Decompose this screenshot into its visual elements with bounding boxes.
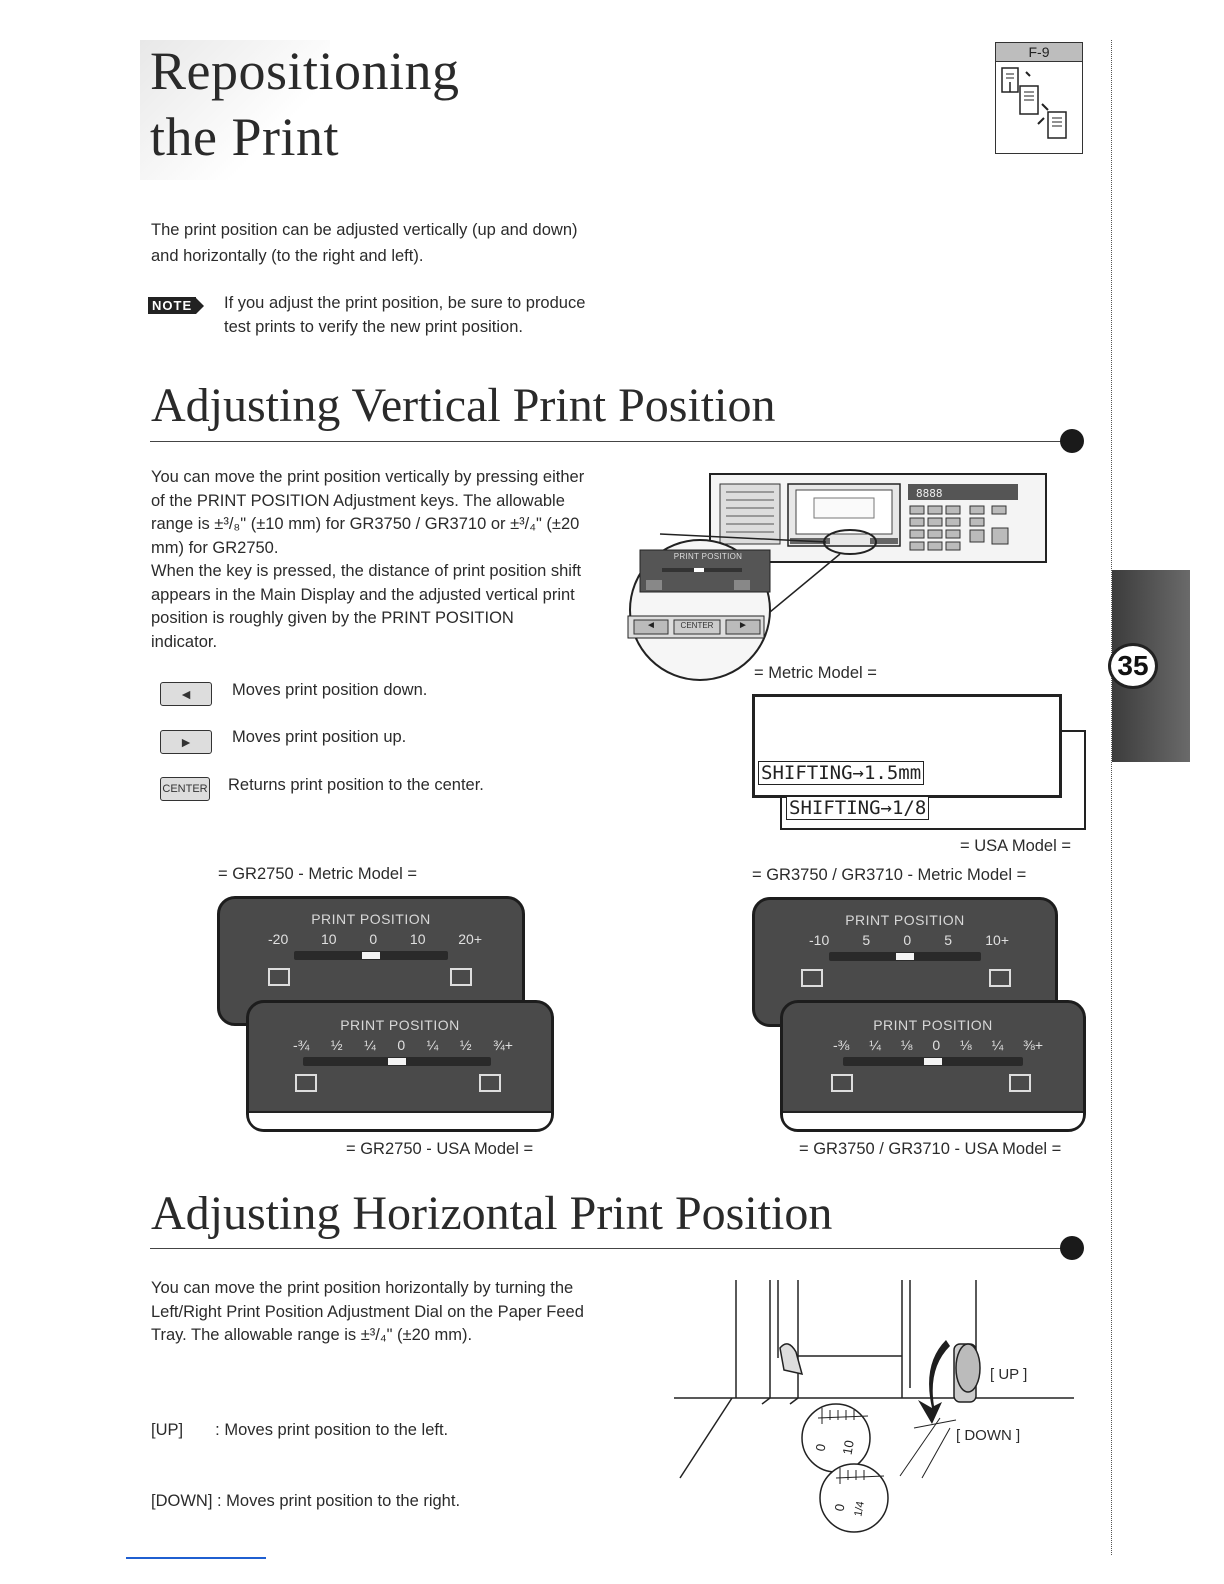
panel-icons bbox=[295, 1074, 501, 1092]
panel-position-mark bbox=[362, 952, 380, 959]
intro-paragraph bbox=[151, 217, 671, 269]
panel-track bbox=[303, 1057, 491, 1066]
scale-tick: ½ bbox=[459, 1037, 472, 1053]
note-line: test prints to verify the new print position. bbox=[224, 317, 523, 336]
page-down-icon bbox=[831, 1074, 853, 1092]
panel-scale bbox=[293, 1037, 513, 1053]
panel-label: PRINT POSITION bbox=[340, 1017, 460, 1033]
scale-tick: -⅜ bbox=[833, 1037, 850, 1053]
vertical-paragraph bbox=[151, 466, 641, 654]
panel-label: PRINT POSITION bbox=[873, 1017, 993, 1033]
section-code: F-9 bbox=[996, 43, 1082, 62]
page-title bbox=[150, 38, 460, 170]
vertical-para-line: You can move the print position vertically by pressing either bbox=[151, 468, 585, 486]
panel-caption-gr3750-usa: = GR3750 / GR3710 - USA Model = bbox=[799, 1140, 1062, 1158]
vertical-para-line: mm) for GR2750. bbox=[151, 538, 279, 557]
panel-position-mark bbox=[896, 953, 914, 960]
horizontal-para-line: You can move the print position horizontally by turning the bbox=[151, 1279, 574, 1297]
key-right-desc: Moves print position up. bbox=[232, 728, 407, 746]
up-label: [ UP ] bbox=[990, 1366, 1028, 1383]
panel-icons bbox=[268, 968, 472, 986]
down-direction: [DOWN] : Moves print position to the right. bbox=[151, 1491, 461, 1510]
scale-tick: ¼ bbox=[426, 1037, 439, 1053]
scale-tick: 0 bbox=[903, 932, 912, 948]
scale-tick: 0 bbox=[397, 1037, 406, 1053]
dial-usa-value: 1/4 bbox=[852, 1500, 867, 1518]
scale-tick: -20 bbox=[268, 931, 289, 947]
vertical-heading-rule bbox=[150, 441, 1070, 442]
closeup-left-key: ◄ bbox=[646, 620, 656, 631]
key-center-symbol: CENTER bbox=[162, 783, 208, 795]
panel-scale bbox=[833, 1037, 1043, 1053]
scale-tick: ⅛ bbox=[960, 1037, 972, 1053]
scale-tick: ½ bbox=[330, 1037, 343, 1053]
key-right-icon bbox=[160, 730, 212, 754]
scale-tick: ¾+ bbox=[493, 1037, 513, 1053]
key-right-symbol: ► bbox=[179, 734, 193, 750]
up-direction: [UP] : Moves print position to the left. bbox=[151, 1421, 449, 1439]
panel-base bbox=[783, 1111, 1083, 1129]
scale-tick: -¾ bbox=[293, 1037, 310, 1053]
down-label: [ DOWN ] bbox=[956, 1427, 1021, 1444]
horizontal-paragraph bbox=[151, 1277, 641, 1348]
note-badge-label: NOTE bbox=[148, 297, 196, 314]
closeup-right-key: ► bbox=[738, 620, 748, 631]
horizontal-directions bbox=[151, 1372, 571, 1537]
footer-rule bbox=[126, 1557, 266, 1559]
margin-dotted-line bbox=[1111, 40, 1112, 1555]
closeup-label: PRINT POSITION bbox=[673, 552, 743, 561]
horizontal-heading: Adjusting Horizontal Print Position bbox=[151, 1187, 833, 1240]
vertical-para-line: appears in the Main Display and the adjusted vertical print bbox=[151, 585, 575, 604]
scale-tick: 0 bbox=[932, 1037, 941, 1053]
panel-label: PRINT POSITION bbox=[311, 911, 431, 927]
closeup-center-key: CENTER bbox=[680, 621, 714, 630]
note-text bbox=[224, 292, 644, 339]
page-down-icon bbox=[295, 1074, 317, 1092]
vertical-para-line: When the key is pressed, the distance of print position shift bbox=[151, 562, 582, 580]
scale-tick: 10 bbox=[321, 931, 337, 947]
scale-tick: ¼ bbox=[991, 1037, 1004, 1053]
key-center-desc: Returns print position to the center. bbox=[228, 776, 484, 794]
note-line: If you adjust the print position, be sure to produce bbox=[224, 294, 586, 312]
scale-tick: 5 bbox=[944, 932, 953, 948]
dial-zero-metric: 0 bbox=[812, 1442, 829, 1453]
usa-model-caption: = USA Model = bbox=[960, 837, 1071, 855]
scale-tick: 5 bbox=[862, 932, 871, 948]
scale-tick: -10 bbox=[809, 932, 830, 948]
panel-icons bbox=[801, 969, 1011, 987]
note-arrow-icon bbox=[196, 298, 204, 314]
vertical-para-line: range is ±³/₈" (±10 mm) for GR3750 / GR3710 or ±³/₄" (±20 bbox=[151, 515, 580, 533]
scale-tick: 20+ bbox=[458, 931, 482, 947]
panel-track bbox=[829, 952, 981, 961]
key-left-icon bbox=[160, 682, 212, 706]
vertical-para-line: indicator. bbox=[151, 632, 218, 651]
horizontal-para-line: Tray. The allowable range is ±³/₄" (±20 mm). bbox=[151, 1326, 473, 1344]
metric-model-caption: = Metric Model = bbox=[754, 664, 877, 682]
scale-tick: ⅜+ bbox=[1023, 1037, 1043, 1053]
panel-caption-gr2750-metric: = GR2750 - Metric Model = bbox=[218, 865, 417, 883]
panel-label: PRINT POSITION bbox=[845, 912, 965, 928]
chapter-number: 35 bbox=[1108, 643, 1158, 689]
reposition-icon bbox=[996, 62, 1082, 152]
vertical-heading-dot bbox=[1060, 429, 1084, 453]
page-up-icon bbox=[1009, 1074, 1031, 1092]
panel-base bbox=[249, 1111, 551, 1129]
dial-metric-value: 10 bbox=[839, 1439, 857, 1456]
scale-tick: ¼ bbox=[869, 1037, 881, 1053]
page-title-line2: the Print bbox=[150, 107, 339, 167]
usa-display-text: SHIFTING→1/8 bbox=[786, 796, 929, 820]
scale-tick: 0 bbox=[369, 931, 378, 947]
paper-feed-dial-illustration bbox=[670, 1278, 1080, 1558]
vertical-para-line: position is roughly given by the PRINT POSITION bbox=[151, 609, 514, 627]
vertical-para-line: of the PRINT POSITION Adjustment keys. The allowable bbox=[151, 491, 565, 510]
horizontal-heading-dot bbox=[1060, 1236, 1084, 1260]
page-down-icon bbox=[801, 969, 823, 987]
scale-tick: 10 bbox=[409, 931, 426, 947]
page-up-icon bbox=[450, 968, 472, 986]
page-title-line1: Repositioning bbox=[150, 41, 460, 101]
panel-track bbox=[294, 951, 448, 960]
panel-scale bbox=[268, 931, 482, 947]
vertical-heading: Adjusting Vertical Print Position bbox=[151, 379, 776, 432]
scale-tick: ⅛ bbox=[900, 1037, 913, 1053]
print-position-panel-gr2750-usa bbox=[246, 1000, 554, 1132]
panel-caption-gr3750-metric: = GR3750 / GR3710 - Metric Model = bbox=[752, 866, 1027, 884]
panel-caption-gr2750-usa: = GR2750 - USA Model = bbox=[346, 1140, 534, 1158]
intro-line: The print position can be adjusted vertically (up and down) bbox=[151, 221, 578, 239]
page-down-icon bbox=[268, 968, 290, 986]
note-badge bbox=[148, 297, 204, 314]
metric-display-text: SHIFTING→1.5mm bbox=[758, 761, 924, 785]
horizontal-heading-rule bbox=[150, 1248, 1070, 1249]
key-left-desc: Moves print position down. bbox=[232, 681, 428, 699]
svg-text:8888: 8888 bbox=[916, 487, 943, 500]
panel-position-mark bbox=[924, 1058, 942, 1065]
print-position-panel-gr3750-usa bbox=[780, 1000, 1086, 1132]
horizontal-para-line: Left/Right Print Position Adjustment Dial on the Paper Feed bbox=[151, 1302, 584, 1321]
dial-zero-usa: 0 bbox=[831, 1502, 848, 1513]
key-center-icon bbox=[160, 777, 210, 801]
section-code-box bbox=[995, 42, 1083, 154]
scale-tick: ¼ bbox=[364, 1037, 376, 1053]
scale-tick: 10+ bbox=[985, 932, 1009, 948]
intro-line: and horizontally (to the right and left). bbox=[151, 247, 424, 265]
panel-track bbox=[843, 1057, 1023, 1066]
panel-scale bbox=[809, 932, 1009, 948]
control-panel-illustration bbox=[600, 470, 1060, 690]
page-up-icon bbox=[479, 1074, 501, 1092]
page-up-icon bbox=[989, 969, 1011, 987]
panel-position-mark bbox=[388, 1058, 406, 1065]
panel-icons bbox=[831, 1074, 1031, 1092]
key-left-symbol: ◄ bbox=[179, 686, 193, 702]
